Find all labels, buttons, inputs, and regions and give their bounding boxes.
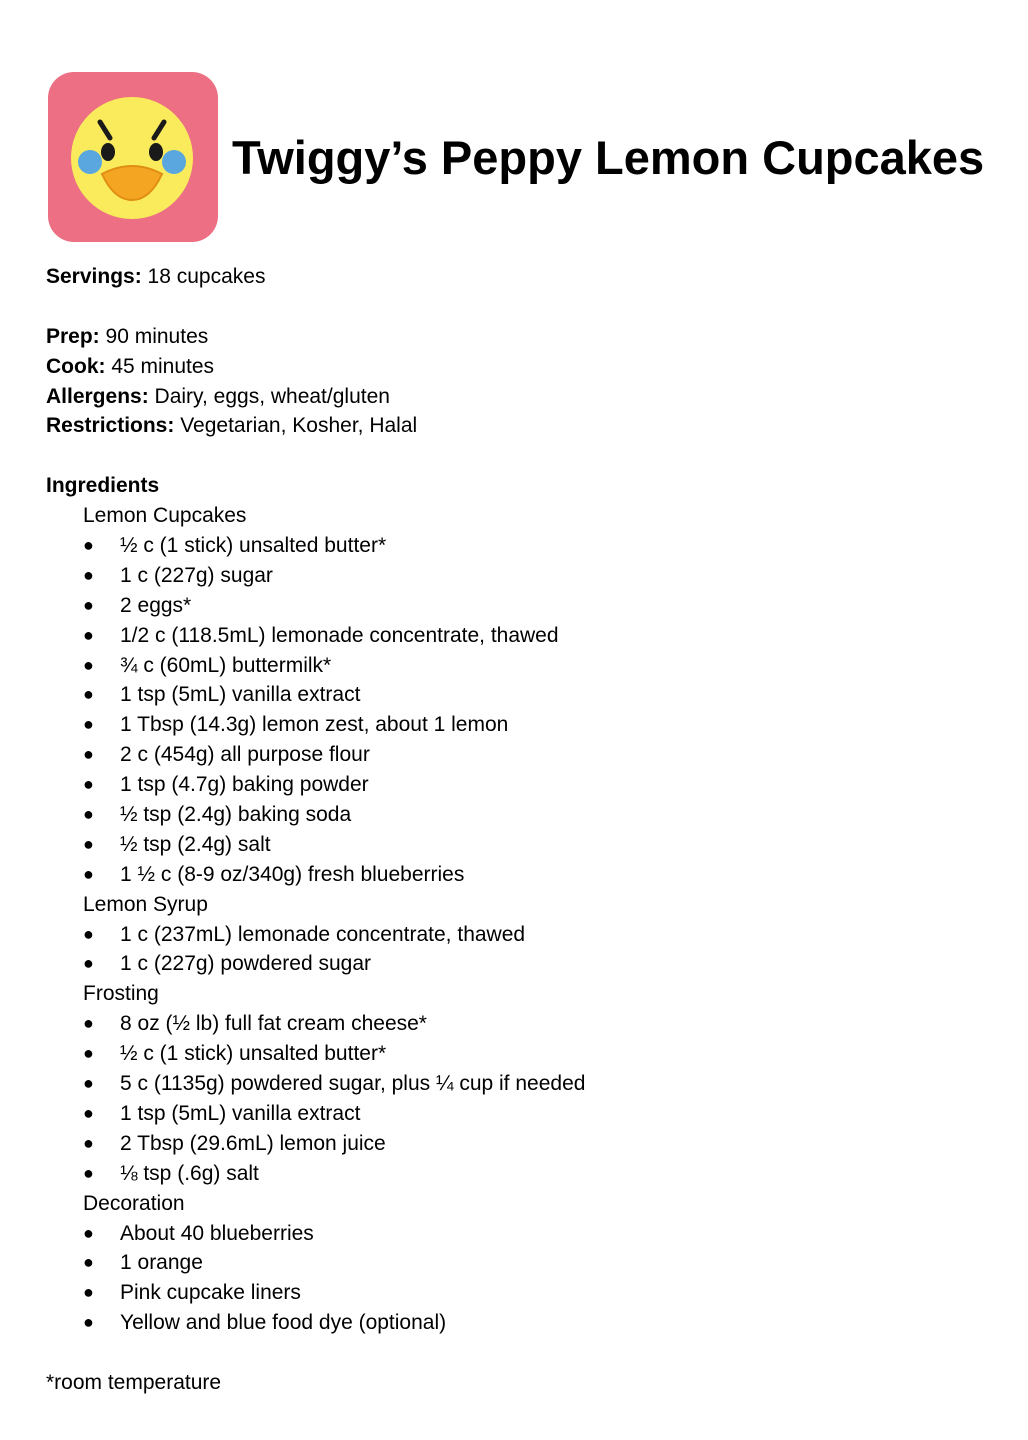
- ingredient-item: [46, 1069, 1006, 1099]
- ingredient-text: 1 Tbsp (14.3g) lemon zest, about 1 lemon: [120, 713, 509, 737]
- bullet-icon: ●: [83, 1073, 94, 1094]
- bullet-icon: ●: [83, 953, 94, 974]
- ingredient-text: 5 c (1135g) powdered sugar, plus ¼ cup if needed: [120, 1072, 586, 1096]
- bullet-icon: ●: [83, 1132, 94, 1153]
- ingredient-text: ⅛ tsp (.6g) salt: [120, 1161, 259, 1185]
- duck-face-icon: [48, 72, 218, 242]
- ingredient-item: [46, 1308, 1006, 1338]
- restrictions-row: [46, 411, 1006, 441]
- ingredient-text: 8 oz (½ lb) full fat cream cheese*: [120, 1012, 427, 1036]
- ingredient-section-title: Decoration: [83, 1191, 185, 1215]
- ingredient-item: [46, 770, 1006, 800]
- bullet-icon: ●: [83, 863, 94, 884]
- ingredient-text: 1 c (227g) powdered sugar: [120, 952, 371, 976]
- ingredient-item: [46, 1278, 1006, 1308]
- bullet-icon: ●: [83, 1222, 94, 1243]
- ingredient-text: ½ tsp (2.4g) baking soda: [120, 803, 352, 827]
- bullet-icon: ●: [83, 714, 94, 735]
- prep-label: Prep:: [46, 324, 100, 348]
- ingredient-text: 1 tsp (5mL) vanilla extract: [120, 1101, 361, 1125]
- ingredient-text: ½ c (1 stick) unsalted butter*: [120, 534, 387, 558]
- bullet-icon: ●: [83, 1162, 94, 1183]
- ingredient-item: [46, 680, 1006, 710]
- ingredient-item: [46, 561, 1006, 591]
- recipe-body: [46, 262, 1006, 1398]
- ingredient-item: [46, 830, 1006, 860]
- ingredient-text: ¾ c (60mL) buttermilk*: [120, 653, 332, 677]
- ingredient-item: [46, 621, 1006, 651]
- ingredient-text: 1 orange: [120, 1251, 203, 1275]
- recipe-header: [48, 72, 984, 242]
- bullet-icon: ●: [83, 564, 94, 585]
- restrictions-label: Restrictions:: [46, 414, 175, 438]
- ingredient-text: About 40 blueberries: [120, 1221, 314, 1245]
- allergens-value: Dairy, eggs, wheat/gluten: [148, 384, 390, 408]
- ingredient-item: [46, 1099, 1006, 1129]
- ingredient-text: ½ tsp (2.4g) salt: [120, 832, 271, 856]
- ingredient-item: [46, 1219, 1006, 1249]
- ingredient-item: [46, 1009, 1006, 1039]
- ingredients-heading: Ingredients: [46, 474, 160, 498]
- ingredient-text: 1 c (237mL) lemonade concentrate, thawed: [120, 922, 526, 946]
- ingredient-item: [46, 740, 1006, 770]
- bullet-icon: ●: [83, 1282, 94, 1303]
- footnote: *room temperature: [46, 1370, 222, 1394]
- ingredient-text: Yellow and blue food dye (optional): [120, 1311, 447, 1335]
- duck-face-icon-graphic: [48, 72, 218, 242]
- bullet-icon: ●: [83, 923, 94, 944]
- ingredient-text: 2 c (454g) all purpose flour: [120, 743, 370, 767]
- ingredient-item: [46, 1159, 1006, 1189]
- bullet-icon: ●: [83, 654, 94, 675]
- ingredient-item: [46, 1039, 1006, 1069]
- allergens-row: [46, 382, 1006, 412]
- bullet-icon: ●: [83, 1013, 94, 1034]
- allergens-label: Allergens:: [46, 384, 149, 408]
- ingredient-item: [46, 920, 1006, 950]
- bullet-icon: ●: [83, 535, 94, 556]
- cook-label: Cook:: [46, 354, 106, 378]
- ingredient-section-title: Lemon Cupcakes: [83, 504, 247, 528]
- ingredient-item: [46, 949, 1006, 979]
- ingredient-item: [46, 710, 1006, 740]
- ingredient-item: [46, 591, 1006, 621]
- bullet-icon: ●: [83, 774, 94, 795]
- ingredient-item: [46, 1248, 1006, 1278]
- ingredient-item: [46, 800, 1006, 830]
- page-title: Twiggy’s Peppy Lemon Cupcakes: [232, 130, 985, 184]
- bullet-icon: ●: [83, 594, 94, 615]
- servings-label: Servings:: [46, 265, 142, 288]
- ingredient-text: 1 tsp (4.7g) baking powder: [120, 773, 369, 797]
- ingredient-item: [46, 531, 1006, 561]
- ingredient-text: 2 eggs*: [120, 593, 192, 617]
- ingredient-sections: [46, 501, 1006, 1338]
- bullet-icon: ●: [83, 1102, 94, 1123]
- bullet-icon: ●: [83, 804, 94, 825]
- restrictions-value: Vegetarian, Kosher, Halal: [174, 414, 418, 438]
- bullet-icon: ●: [83, 1043, 94, 1064]
- prep-value: 90 minutes: [99, 324, 209, 348]
- ingredient-text: ½ c (1 stick) unsalted butter*: [120, 1042, 387, 1066]
- servings-value: 18 cupcakes: [141, 265, 266, 288]
- ingredient-item: [46, 1129, 1006, 1159]
- bullet-icon: ●: [83, 1252, 94, 1273]
- ingredient-section-title: Frosting: [83, 982, 159, 1006]
- bullet-icon: ●: [83, 624, 94, 645]
- ingredient-item: [46, 860, 1006, 890]
- ingredient-text: 1 tsp (5mL) vanilla extract: [120, 683, 361, 707]
- ingredient-text: 1/2 c (118.5mL) lemonade concentrate, thawed: [120, 623, 559, 647]
- cook-row: [46, 352, 1006, 382]
- bullet-icon: ●: [83, 833, 94, 854]
- ingredient-text: 2 Tbsp (29.6mL) lemon juice: [120, 1131, 386, 1155]
- ingredient-text: Pink cupcake liners: [120, 1281, 301, 1305]
- bullet-icon: ●: [83, 684, 94, 705]
- bullet-icon: ●: [83, 1312, 94, 1333]
- bullet-icon: ●: [83, 744, 94, 765]
- ingredient-text: 1 ½ c (8-9 oz/340g) fresh blueberries: [120, 862, 465, 886]
- ingredient-section-title: Lemon Syrup: [83, 892, 208, 916]
- ingredient-text: 1 c (227g) sugar: [120, 563, 273, 587]
- servings-row: [46, 262, 1006, 292]
- prep-row: [46, 322, 1006, 352]
- cook-value: 45 minutes: [105, 354, 215, 378]
- ingredient-item: [46, 651, 1006, 681]
